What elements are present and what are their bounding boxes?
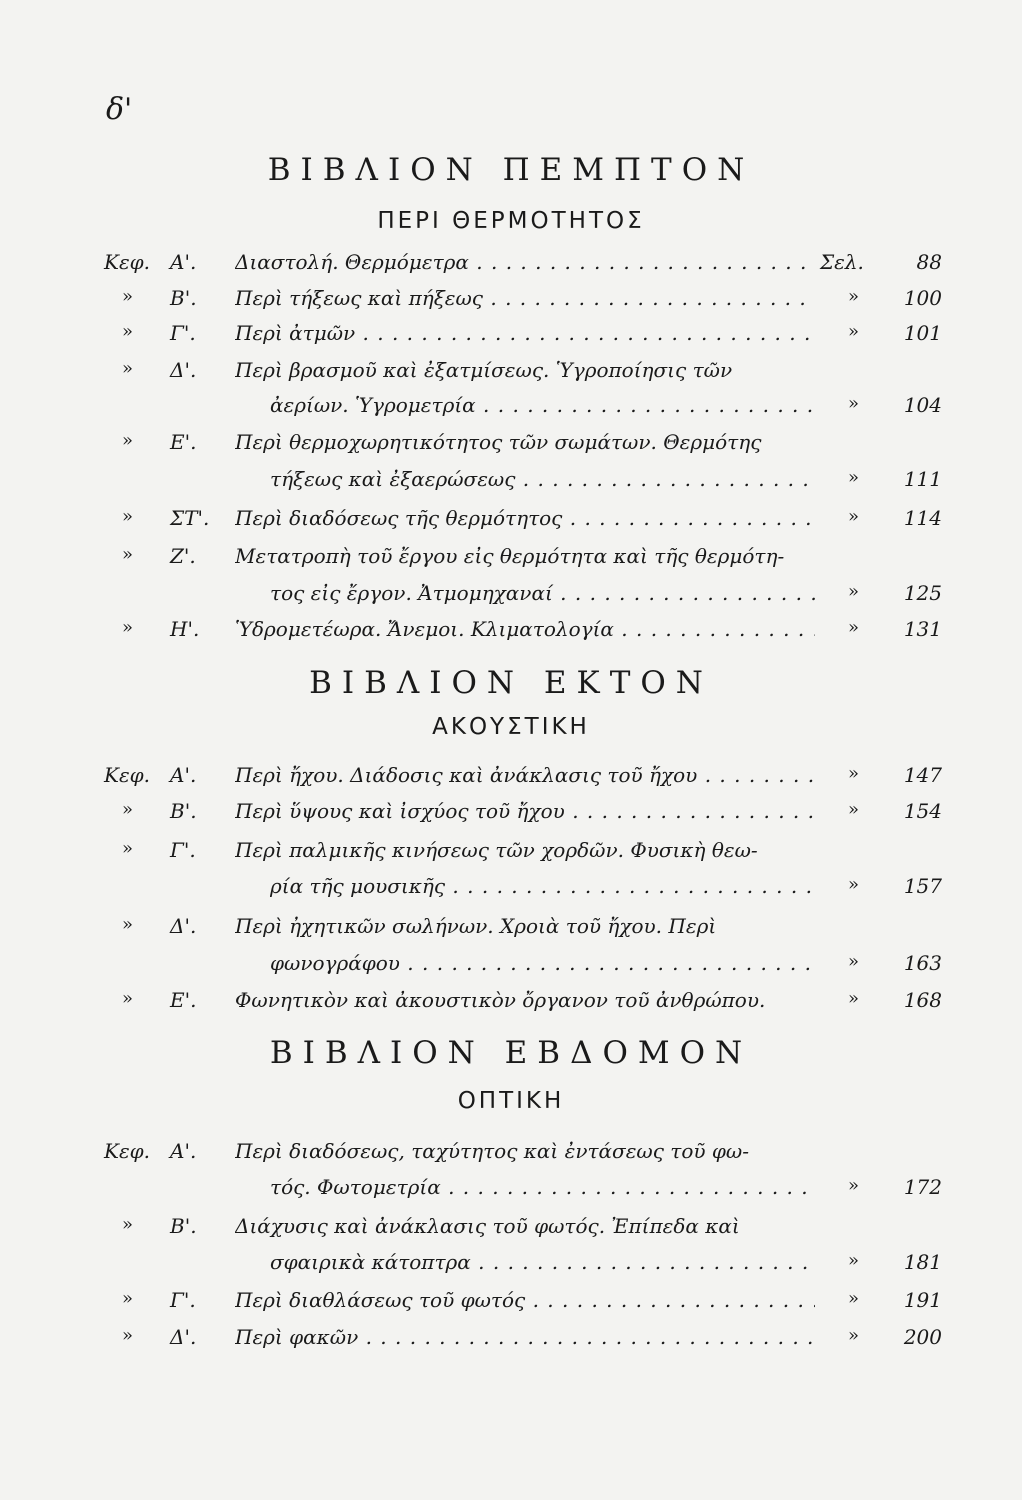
page-abbrev: Σελ. xyxy=(820,250,864,274)
page-ref: 131 xyxy=(903,617,942,641)
toc-entry xyxy=(0,763,1022,797)
ditto-mark: » xyxy=(848,763,860,784)
chapter-letter: Α'. xyxy=(170,250,197,274)
page-ref: 168 xyxy=(903,988,942,1012)
ditto-mark: » xyxy=(848,467,860,488)
ditto-mark: » xyxy=(848,1325,860,1346)
chapter-title: Περὶ διαδόσεως τῆς θερμότητος . . . xyxy=(235,506,815,530)
ditto-mark: » xyxy=(848,581,860,602)
toc-entry xyxy=(0,1139,1022,1173)
ditto-mark: » xyxy=(122,914,134,935)
book6-subject: ΑΚΟΥΣΤΙΚΗ xyxy=(432,714,590,740)
ditto-mark: » xyxy=(848,951,860,972)
chapter-letter: Ζ'. xyxy=(170,544,196,568)
page-ref: 200 xyxy=(903,1325,942,1349)
ditto-mark: » xyxy=(122,838,134,859)
chapter-title-cont: φωνογράφου . . . xyxy=(270,951,815,975)
ditto-mark: » xyxy=(122,358,134,379)
toc-entry-continuation xyxy=(0,393,1022,427)
ditto-mark: » xyxy=(848,617,860,638)
chapter-letter: Β'. xyxy=(170,799,197,823)
chapter-abbrev: Κεφ. xyxy=(104,250,151,274)
toc-entry xyxy=(0,430,1022,464)
chapter-letter: ΣΤ'. xyxy=(170,506,210,530)
book5-subject: ΠΕΡΙ ΘΕΡΜΟΤΗΤΟΣ xyxy=(377,208,645,234)
chapter-title: Μετατροπὴ τοῦ ἔργου εἰς θερμότητα καὶ τῆς θερμότη- xyxy=(235,544,785,568)
ditto-mark: » xyxy=(848,799,860,820)
page-ref: 125 xyxy=(903,581,942,605)
chapter-title: Διάχυσις καὶ ἀνάκλασις τοῦ φωτός. Ἐπίπεδα καὶ xyxy=(235,1214,740,1238)
toc-entry xyxy=(0,1214,1022,1248)
chapter-letter: Β'. xyxy=(170,286,197,310)
book5-title: ΒΙΒΛΙΟΝ ΠΕΜΠΤΟΝ xyxy=(267,152,755,188)
toc-entry xyxy=(0,286,1022,320)
ditto-mark: » xyxy=(122,1288,134,1309)
chapter-title: Περὶ ἤχου. Διάδοσις καὶ ἀνάκλασις τοῦ ἤχου . . . xyxy=(235,763,815,787)
chapter-title: Περὶ ἠχητικῶν σωλήνων. Χροιὰ τοῦ ἤχου. Περὶ xyxy=(235,914,717,938)
page-ref: 181 xyxy=(903,1250,942,1274)
ditto-mark: » xyxy=(848,1175,860,1196)
ditto-mark: » xyxy=(122,1325,134,1346)
chapter-title: Περὶ ἀτμῶν . . . xyxy=(235,321,815,345)
ditto-mark: » xyxy=(848,393,860,414)
book7-title: ΒΙΒΛΙΟΝ ΕΒΔΟΜΟΝ xyxy=(269,1035,753,1071)
chapter-title: Περὶ διαθλάσεως τοῦ φωτός . . . xyxy=(235,1288,815,1312)
ditto-mark: » xyxy=(848,506,860,527)
toc-entry xyxy=(0,1325,1022,1359)
chapter-title: Περὶ φακῶν . . . xyxy=(235,1325,815,1349)
chapter-letter: Δ'. xyxy=(170,914,197,938)
toc-entry-continuation xyxy=(0,1250,1022,1284)
chapter-title-cont: τος εἰς ἔργον. Ἀτμομηχαναί . . . xyxy=(270,581,815,605)
chapter-title: Διαστολή. Θερμόμετρα . . . xyxy=(235,250,815,274)
page-ref: 111 xyxy=(903,467,942,491)
chapter-letter: Δ'. xyxy=(170,1325,197,1349)
toc-entry xyxy=(0,544,1022,578)
ditto-mark: » xyxy=(122,617,134,638)
toc-entry xyxy=(0,321,1022,355)
ditto-mark: » xyxy=(122,988,134,1009)
chapter-title-cont: ρία τῆς μουσικῆς . . . xyxy=(270,874,815,898)
toc-entry-continuation xyxy=(0,951,1022,985)
page-ref: 172 xyxy=(903,1175,942,1199)
chapter-letter: Η'. xyxy=(170,617,200,641)
chapter-title-cont: ἀερίων. Ὑγρομετρία . . . xyxy=(270,393,815,417)
ditto-mark: » xyxy=(848,1250,860,1271)
chapter-letter: Α'. xyxy=(170,1139,197,1163)
chapter-title: Περὶ παλμικῆς κινήσεως τῶν χορδῶν. Φυσικὴ θεω- xyxy=(235,838,758,862)
chapter-title: Περὶ διαδόσεως, ταχύτητος καὶ ἐντάσεως τοῦ φω- xyxy=(235,1139,749,1163)
chapter-title: Περὶ θερμοχωρητικότητος τῶν σωμάτων. Θερμότης xyxy=(235,430,762,454)
toc-entry xyxy=(0,838,1022,872)
toc-entry xyxy=(0,617,1022,651)
ditto-mark: » xyxy=(122,430,134,451)
page-ref: 157 xyxy=(903,874,942,898)
ditto-mark: » xyxy=(848,874,860,895)
chapter-title-cont: τός. Φωτομετρία . . . xyxy=(270,1175,815,1199)
page-ref: 114 xyxy=(903,506,942,530)
toc-entry-continuation xyxy=(0,467,1022,501)
ditto-mark: » xyxy=(848,1288,860,1309)
ditto-mark: » xyxy=(122,799,134,820)
chapter-letter: Ε'. xyxy=(170,988,197,1012)
chapter-letter: Γ'. xyxy=(170,838,196,862)
chapter-letter: Ε'. xyxy=(170,430,197,454)
chapter-abbrev: Κεφ. xyxy=(104,763,151,787)
chapter-title-cont: τήξεως καὶ ἐξαερώσεως . . . xyxy=(270,467,815,491)
chapter-letter: Γ'. xyxy=(170,1288,196,1312)
toc-entry xyxy=(0,1288,1022,1322)
ditto-mark: » xyxy=(848,321,860,342)
toc-entry xyxy=(0,358,1022,392)
book6-title: ΒΙΒΛΙΟΝ ΕΚΤΟΝ xyxy=(309,665,713,701)
page-ref: 191 xyxy=(903,1288,942,1312)
page-number: δ' xyxy=(106,92,133,127)
ditto-mark: » xyxy=(848,286,860,307)
chapter-title-cont: σφαιρικὰ κάτοπτρα . . . xyxy=(270,1250,815,1274)
chapter-title: Φωνητικὸν καὶ ἀκουστικὸν ὄργανον τοῦ ἀνθρώπου. xyxy=(235,988,766,1012)
ditto-mark: » xyxy=(122,506,134,527)
page-ref: 100 xyxy=(903,286,942,310)
toc-entry xyxy=(0,799,1022,833)
chapter-title: Ὑδρομετέωρα. Ἄνεμοι. Κλιματολογία . . . xyxy=(235,617,815,641)
ditto-mark: » xyxy=(122,286,134,307)
toc-entry xyxy=(0,506,1022,540)
ditto-mark: » xyxy=(122,321,134,342)
page-ref: 154 xyxy=(903,799,942,823)
chapter-letter: Β'. xyxy=(170,1214,197,1238)
toc-entry xyxy=(0,988,1022,1022)
toc-entry-continuation xyxy=(0,1175,1022,1209)
ditto-mark: » xyxy=(122,544,134,565)
chapter-letter: Δ'. xyxy=(170,358,197,382)
chapter-title: Περὶ τήξεως καὶ πήξεως . . . xyxy=(235,286,815,310)
toc-entry xyxy=(0,914,1022,948)
page-ref: 163 xyxy=(903,951,942,975)
toc-entry-continuation xyxy=(0,581,1022,615)
page-ref: 147 xyxy=(903,763,942,787)
ditto-mark: » xyxy=(848,988,860,1009)
page-ref: 104 xyxy=(903,393,942,417)
toc-entry-continuation xyxy=(0,874,1022,908)
page-ref: 88 xyxy=(916,250,942,274)
chapter-letter: Α'. xyxy=(170,763,197,787)
chapter-abbrev: Κεφ. xyxy=(104,1139,151,1163)
chapter-title: Περὶ ὕψους καὶ ἰσχύος τοῦ ἤχου . . . xyxy=(235,799,815,823)
toc-entry xyxy=(0,250,1022,284)
page-ref: 101 xyxy=(903,321,942,345)
chapter-letter: Γ'. xyxy=(170,321,196,345)
chapter-title: Περὶ βρασμοῦ καὶ ἐξατμίσεως. Ὑγροποίησις τῶν xyxy=(235,358,733,382)
ditto-mark: » xyxy=(122,1214,134,1235)
book7-subject: ΟΠΤΙΚΗ xyxy=(457,1088,565,1114)
